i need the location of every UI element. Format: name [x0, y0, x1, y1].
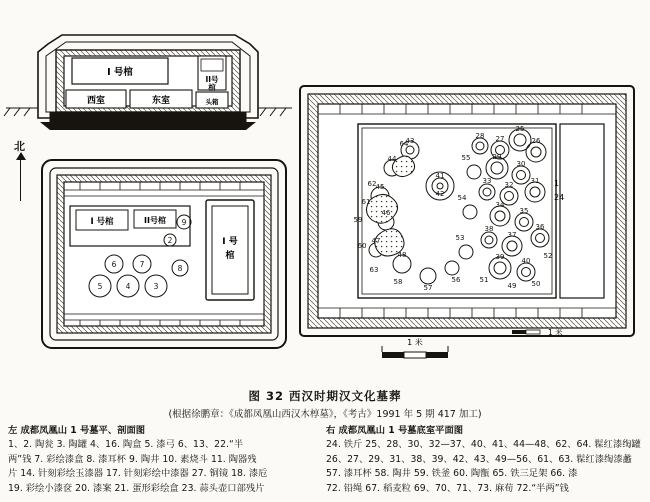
svg-text:I 号棺: I 号棺: [90, 217, 114, 227]
svg-text:54: 54: [457, 194, 467, 202]
svg-text:7: 7: [139, 260, 145, 269]
svg-text:62: 62: [367, 180, 377, 188]
svg-text:56: 56: [451, 276, 461, 284]
legend-left-column: [8, 424, 308, 496]
svg-text:33: 33: [482, 177, 492, 185]
figure-title: 图 32 西汉时期汉文化墓葬: [248, 389, 402, 403]
svg-text:4: 4: [125, 282, 131, 291]
svg-text:39: 39: [495, 253, 505, 261]
svg-text:8: 8: [177, 264, 183, 273]
svg-text:37: 37: [507, 231, 517, 239]
svg-text:38: 38: [484, 225, 494, 233]
svg-text:48: 48: [397, 251, 407, 259]
svg-text:I 号: I 号: [222, 237, 238, 247]
svg-text:57: 57: [423, 284, 433, 292]
svg-text:1 米: 1 米: [407, 338, 423, 347]
svg-text:27: 27: [495, 135, 505, 143]
svg-text:32: 32: [504, 181, 514, 189]
svg-text:东室: 东室: [151, 96, 171, 106]
svg-text:64: 64: [399, 140, 409, 148]
svg-text:42: 42: [435, 190, 445, 198]
svg-text:34: 34: [495, 201, 505, 209]
svg-text:28: 28: [475, 132, 485, 140]
svg-text:II号: II号: [205, 75, 219, 84]
svg-text:29: 29: [492, 153, 502, 161]
svg-text:I 号棺: I 号棺: [107, 67, 133, 78]
svg-text:46: 46: [381, 209, 391, 217]
legend-right-line-2: 26、27、29、31、38、39、42、43、49—56、61、63. 髹红漆绹漆蠡: [326, 453, 632, 465]
svg-text:26: 26: [531, 137, 541, 145]
panel-section-view: [4, 35, 292, 130]
panel-right-plan: [300, 86, 634, 358]
legend-left-heading: 左 成都凤凰山 1 号墓平、剖面图: [8, 425, 146, 436]
svg-text:1: 1: [554, 179, 560, 188]
svg-text:58: 58: [393, 278, 403, 286]
svg-text:30: 30: [516, 160, 526, 168]
svg-text:3: 3: [153, 282, 159, 291]
svg-text:41: 41: [435, 172, 445, 180]
svg-text:47: 47: [371, 237, 381, 245]
legend-right-line-4: 72. 铅绳 67. 稻麦粒 69、70、71、73. 麻荀 72.“半两”钱: [326, 482, 569, 494]
svg-text:5: 5: [97, 282, 103, 291]
svg-text:61: 61: [361, 198, 371, 206]
svg-text:II号棺: II号棺: [144, 216, 166, 225]
svg-text:40: 40: [521, 257, 531, 265]
svg-text:36: 36: [535, 223, 545, 231]
svg-text:59: 59: [353, 216, 363, 224]
svg-text:60: 60: [357, 242, 367, 250]
legend-right-line-1: 24. 铁斤 25、28、30、32—37、40、41、44—48、62、64. 髹红漆绹罐: [326, 439, 641, 451]
figure-source-note: (根据徐鹏章：《成都凤凰山西汉木椁墓》，《考古》1991 年 5 期 417 加工): [168, 409, 482, 420]
svg-text:头箱: 头箱: [205, 98, 219, 106]
svg-text:6: 6: [111, 260, 117, 269]
legend-left-line-1: 1、2. 陶瓮 3. 陶罐 4、16. 陶盒 5. 漆弓 6、13、22.“半: [8, 439, 244, 451]
svg-text:2: 2: [167, 236, 173, 245]
svg-text:50: 50: [531, 280, 541, 288]
svg-text:棺: 棺: [225, 251, 235, 261]
svg-text:西室: 西室: [86, 96, 106, 106]
legend-left-line-3: 片 14. 针刻彩绘玉漆器 17. 针刻彩绘中漆器 27. 铜镜 18. 漆卮: [8, 468, 268, 480]
north-axis-line: [20, 155, 21, 201]
legend-right-heading: 右 成都凤凰山 1 号墓底室平面图: [326, 425, 464, 436]
svg-text:棺: 棺: [208, 83, 216, 92]
svg-text:45: 45: [375, 183, 385, 191]
legend-left-line-4: 19. 彩绘小漆奁 20. 漆案 21. 蛋形彩绘盒 23. 蒜头壶口部残片: [8, 482, 265, 494]
svg-text:49: 49: [507, 282, 517, 290]
svg-text:53: 53: [455, 234, 465, 242]
panel-left-plan: [42, 160, 286, 348]
svg-text:25: 25: [515, 125, 525, 133]
svg-text:1 米: 1 米: [548, 328, 563, 337]
north-arrow-icon: [16, 152, 26, 160]
svg-text:63: 63: [369, 266, 379, 274]
legend-right-line-3: 57. 漆耳杯 58. 陶井 59. 铁釜 60. 陶甑 65. 铁三足架 66. 漆: [326, 468, 578, 480]
svg-text:35: 35: [519, 207, 529, 215]
svg-text:44: 44: [387, 155, 397, 163]
svg-text:24: 24: [554, 193, 565, 202]
legend-left-line-2: 两”钱 7. 彩绘漆盒 8. 漆耳杯 9. 陶井 10. 素烧斗 11. 陶器残: [8, 453, 257, 465]
scale-bar: [382, 337, 448, 358]
svg-text:51: 51: [479, 276, 489, 284]
svg-text:52: 52: [543, 252, 553, 260]
svg-text:55: 55: [461, 154, 471, 162]
svg-text:9: 9: [181, 218, 187, 227]
legend-right-column: [326, 424, 642, 496]
north-label: 北: [14, 140, 25, 153]
svg-text:43: 43: [405, 137, 415, 145]
svg-text:31: 31: [530, 177, 540, 185]
